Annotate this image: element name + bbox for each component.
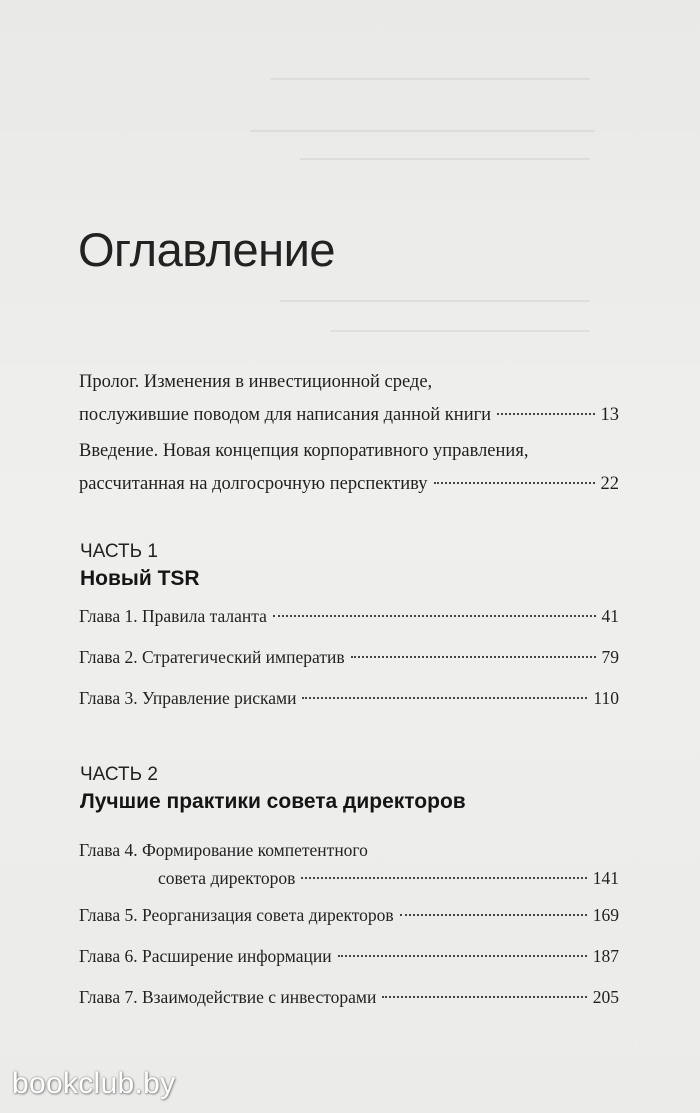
- chapter-title: Глава 3. Управление рисками: [79, 688, 297, 708]
- show-through-line: [300, 158, 590, 160]
- dot-leader: [302, 697, 587, 699]
- page-number: 41: [601, 606, 619, 626]
- entry-row: [79, 864, 619, 892]
- toc-entry-chapter-3: [79, 688, 619, 729]
- entry-line: послужившие поводом для написания данной книги: [79, 405, 492, 425]
- show-through-line: [330, 330, 590, 332]
- dot-leader: [273, 615, 596, 617]
- toc-entry-chapter-1: [79, 606, 619, 647]
- part-label: ЧАСТЬ 2: [80, 764, 158, 785]
- toc-entry-prologue: [79, 366, 619, 432]
- page-number: 13: [600, 405, 619, 425]
- chapter-title: Глава 4. Формирование компетентного: [79, 840, 368, 860]
- dot-leader: [338, 955, 587, 957]
- entry-line: Пролог. Изменения в инвестиционной среде,: [79, 372, 433, 392]
- page-number: 205: [592, 987, 619, 1007]
- toc-entry-chapter-5: [79, 905, 619, 946]
- dot-leader: [497, 413, 594, 415]
- part-title: Новый TSR: [80, 567, 200, 590]
- page-number: 169: [592, 905, 619, 925]
- dot-leader: [400, 914, 587, 916]
- part-2-chapter-list: [79, 836, 619, 1028]
- toc-entry-chapter-7: [79, 987, 619, 1028]
- chapter-title-continued: совета директоров: [158, 868, 296, 888]
- part-1-heading: [80, 539, 200, 593]
- page-title: Оглавление: [78, 223, 336, 276]
- dot-leader: [351, 656, 596, 658]
- page-number: 141: [592, 868, 619, 888]
- dot-leader: [301, 877, 586, 879]
- page-number: 187: [592, 946, 619, 966]
- entry-row: [79, 399, 619, 432]
- entry-line: рассчитанная на долгосрочную перспективу: [79, 474, 428, 494]
- chapter-title: Глава 7. Взаимодействие с инвесторами: [79, 987, 377, 1007]
- dot-leader: [382, 996, 586, 998]
- chapter-title: Глава 2. Стратегический императив: [79, 647, 345, 667]
- toc-entry-chapter-4: [79, 836, 619, 892]
- entry-line: Введение. Новая концепция корпоративного управления,: [79, 441, 529, 461]
- page-number: 22: [600, 474, 619, 494]
- entry-row: [79, 468, 619, 501]
- page-number: 79: [601, 647, 619, 667]
- part-label: ЧАСТЬ 1: [80, 541, 158, 562]
- part-1-chapter-list: [79, 606, 619, 729]
- part-2-heading: [80, 762, 466, 816]
- toc-entry-chapter-6: [79, 946, 619, 987]
- site-watermark: bookclub.by: [12, 1067, 176, 1100]
- chapter-title: Глава 6. Расширение информации: [79, 946, 332, 966]
- chapter-title: Глава 5. Реорганизация совета директоров: [79, 905, 394, 925]
- show-through-line: [270, 78, 590, 80]
- dot-leader: [434, 482, 595, 484]
- show-through-line: [250, 130, 595, 132]
- toc-entry-introduction: [79, 435, 619, 501]
- chapter-title: Глава 1. Правила таланта: [79, 606, 267, 626]
- show-through-line: [280, 300, 590, 302]
- part-title: Лучшие практики совета директоров: [80, 790, 466, 813]
- toc-entry-chapter-2: [79, 647, 619, 688]
- page-number: 110: [593, 688, 619, 708]
